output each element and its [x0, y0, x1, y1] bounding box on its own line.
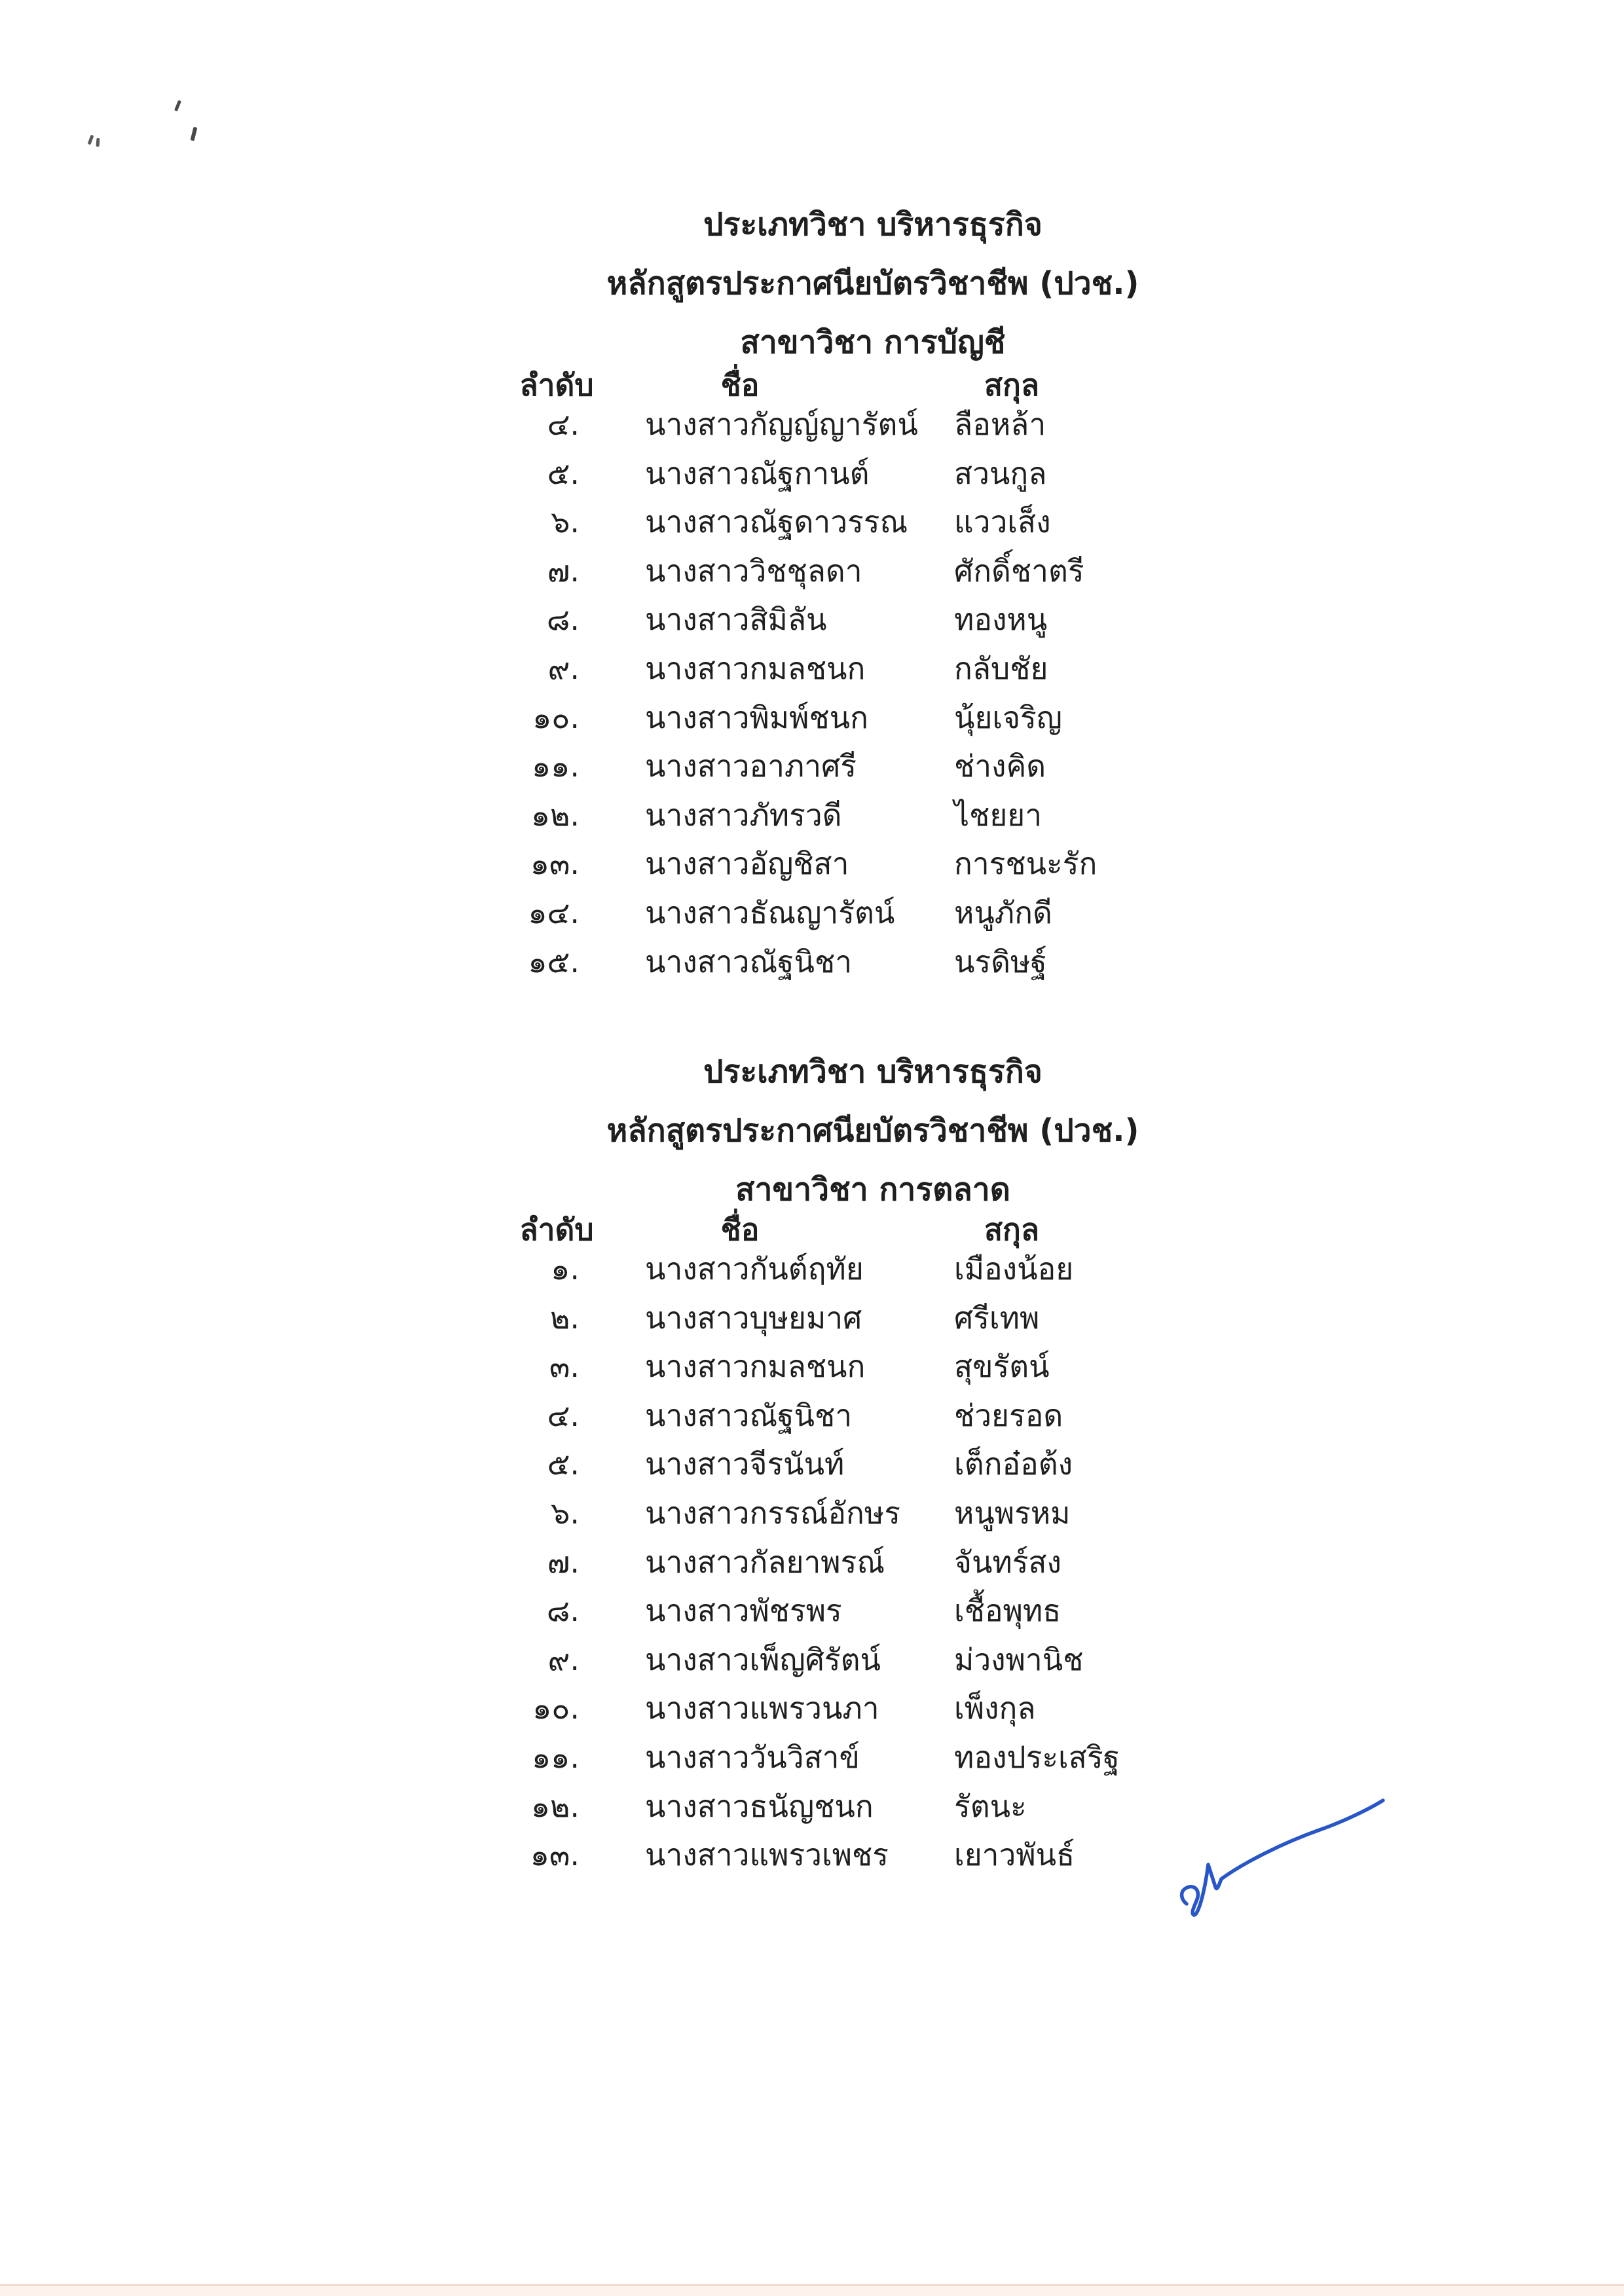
- student-name: นางสาวกมลชนก: [645, 1349, 866, 1385]
- table-row: [0, 889, 1624, 938]
- student-name: นางสาวบุษยมาศ: [645, 1300, 862, 1336]
- table-row: [0, 840, 1624, 889]
- student-name: นางสาวณัฐกานต์: [645, 455, 870, 491]
- curriculum-line: หลักสูตรประกาศนียบัตรวิชาชีพ (ปวช.): [606, 1112, 1139, 1149]
- table-row: [0, 694, 1624, 743]
- table-row: [0, 1245, 1624, 1294]
- subject-type-line: ประเภทวิชา บริหารธุรกิจ: [703, 1053, 1043, 1090]
- student-surname: ลือหล้า: [954, 407, 1046, 442]
- table-row: [0, 547, 1624, 596]
- student-name: นางสาวณัฐนิชา: [645, 1397, 853, 1433]
- student-name: นางสาวสิมิลัน: [645, 602, 827, 638]
- subject-type-line: ประเภทวิชา บริหารธุรกิจ: [703, 206, 1043, 243]
- row-number: ๑๐.: [532, 1690, 580, 1726]
- student-surname: ช่วยรอด: [954, 1397, 1063, 1433]
- row-number: ๔.: [547, 407, 580, 442]
- row-number: ๙.: [547, 1641, 580, 1677]
- row-number: ๒.: [550, 1300, 580, 1336]
- pencil-mark: [96, 138, 100, 147]
- table-row: [0, 450, 1624, 499]
- student-surname: เต็กอ๋อต้ง: [954, 1446, 1073, 1482]
- student-surname: เมืองน้อย: [954, 1251, 1074, 1286]
- row-number: ๑๐.: [532, 699, 580, 735]
- student-surname: ทองหนู: [954, 602, 1048, 638]
- student-name: นางสาวอัญชิสา: [645, 846, 849, 882]
- student-surname: เชื้อพุทธ: [954, 1593, 1061, 1629]
- student-name: นางสาวกัญญ์ญารัตน์: [645, 407, 918, 442]
- student-surname: สุขรัตน์: [954, 1349, 1050, 1385]
- student-surname: ศรีเทพ: [954, 1300, 1040, 1336]
- column-header-surname: สกุล: [984, 367, 1040, 403]
- row-number: ๕.: [547, 1446, 580, 1482]
- student-name: นางสาวแพรวเพชร: [645, 1837, 889, 1873]
- curriculum-line: หลักสูตรประกาศนียบัตรวิชาชีพ (ปวช.): [606, 265, 1139, 302]
- student-name: นางสาวภัทรวดี: [645, 797, 842, 833]
- row-number: ๗.: [547, 1544, 580, 1580]
- student-surname: ทองประเสริฐ: [954, 1740, 1120, 1775]
- column-header-surname: สกุล: [984, 1212, 1040, 1247]
- column-header-name: ชื่อ: [720, 367, 760, 403]
- section-1-title: [496, 195, 1249, 372]
- table-row: [0, 1636, 1624, 1685]
- student-surname: การชนะรัก: [954, 846, 1098, 882]
- table-row: [0, 1539, 1624, 1588]
- pencil-mark: [88, 135, 94, 145]
- row-number: ๑๑.: [531, 748, 580, 784]
- student-name: นางสาวกัลยาพรณ์: [645, 1544, 885, 1580]
- student-name: นางสาวพิมพ์ชนก: [645, 699, 868, 735]
- student-surname: หนูภักดี: [954, 895, 1052, 930]
- signature-ink: [1177, 1795, 1388, 1923]
- table-row: [0, 1343, 1624, 1392]
- table-row: [0, 1489, 1624, 1539]
- row-number: ๙.: [547, 651, 580, 686]
- major-line: สาขาวิชา การตลาด: [735, 1171, 1010, 1208]
- row-number: ๖.: [551, 504, 580, 540]
- column-header-no: ลำดับ: [519, 367, 594, 403]
- row-number: ๖.: [551, 1495, 580, 1531]
- table-row: [0, 742, 1624, 792]
- row-number: ๑๔.: [528, 895, 580, 930]
- table-row: [0, 498, 1624, 547]
- row-number: ๑๒.: [530, 797, 580, 833]
- row-number: ๑๓.: [530, 1837, 580, 1873]
- table-row: [0, 1685, 1624, 1734]
- major-line: สาขาวิชา การบัญชี: [740, 324, 1006, 361]
- section-2-student-table: [0, 1245, 1624, 1887]
- row-number: ๘.: [546, 602, 580, 638]
- row-number: ๔.: [547, 1397, 580, 1433]
- student-surname: กลับชัย: [954, 651, 1048, 686]
- row-number: ๑๓.: [530, 846, 580, 882]
- student-surname: นรดิษฐ์: [954, 943, 1047, 979]
- student-name: นางสาวกันต์ฤทัย: [645, 1251, 864, 1286]
- student-name: นางสาวจีรนันท์: [645, 1446, 845, 1482]
- student-name: นางสาวอาภาศรี: [645, 748, 857, 784]
- scan-edge-artifact: [0, 2284, 1624, 2296]
- column-header-name: ชื่อ: [720, 1212, 760, 1247]
- student-name: นางสาวธัณญารัตน์: [645, 895, 895, 930]
- row-number: ๕.: [547, 455, 580, 491]
- row-number: ๓.: [549, 1349, 580, 1385]
- table-row: [0, 938, 1624, 987]
- table-row: [0, 1392, 1624, 1441]
- table-row: [0, 1734, 1624, 1783]
- row-number: ๑.: [551, 1251, 580, 1286]
- table-row: [0, 401, 1624, 450]
- column-header-no: ลำดับ: [519, 1212, 594, 1247]
- table-row: [0, 1440, 1624, 1489]
- student-name: นางสาวณัฐดาวรรณ: [645, 504, 908, 540]
- row-number: ๑๑.: [531, 1740, 580, 1775]
- student-name: นางสาวธนัญชนก: [645, 1788, 874, 1824]
- section-1-student-table: [0, 401, 1624, 990]
- table-row: [0, 1587, 1624, 1636]
- row-number: ๗.: [547, 553, 580, 589]
- student-name: นางสาวพัชรพร: [645, 1593, 842, 1629]
- student-surname: จันทร์สง: [954, 1544, 1061, 1580]
- table-row: [0, 645, 1624, 694]
- student-surname: แววเส็ง: [954, 504, 1051, 540]
- table-row: [0, 792, 1624, 841]
- table-row: [0, 1294, 1624, 1343]
- table-row: [0, 596, 1624, 645]
- row-number: ๘.: [546, 1593, 580, 1629]
- student-surname: นุ้ยเจริญ: [954, 699, 1062, 735]
- row-number: ๑๕.: [528, 943, 580, 979]
- student-name: นางสาวณัฐนิชา: [645, 943, 853, 979]
- student-surname: ศักดิ์ชาตรี: [954, 553, 1084, 589]
- student-surname: ม่วงพานิช: [954, 1641, 1084, 1677]
- student-name: นางสาวแพรวนภา: [645, 1690, 879, 1726]
- student-surname: ไชยยา: [954, 797, 1043, 833]
- student-surname: หนูพรหม: [954, 1495, 1071, 1531]
- pencil-mark: [191, 127, 198, 141]
- student-name: นางสาววิชชุลดา: [645, 553, 862, 589]
- student-name: นางสาวกมลชนก: [645, 651, 866, 686]
- student-surname: ช่างคิด: [954, 748, 1046, 784]
- pencil-mark: [174, 100, 181, 112]
- student-name: นางสาววันวิสาข์: [645, 1740, 860, 1775]
- student-surname: เยาวพันธ์: [954, 1837, 1075, 1873]
- student-surname: รัตนะ: [954, 1788, 1027, 1824]
- student-surname: สวนกูล: [954, 455, 1047, 491]
- section-2-title: [496, 1042, 1249, 1219]
- student-surname: เพ็งกุล: [954, 1690, 1036, 1726]
- student-name: นางสาวเพ็ญศิรัตน์: [645, 1641, 881, 1677]
- row-number: ๑๒.: [530, 1788, 580, 1824]
- student-name: นางสาวกรรณ์อักษร: [645, 1495, 900, 1531]
